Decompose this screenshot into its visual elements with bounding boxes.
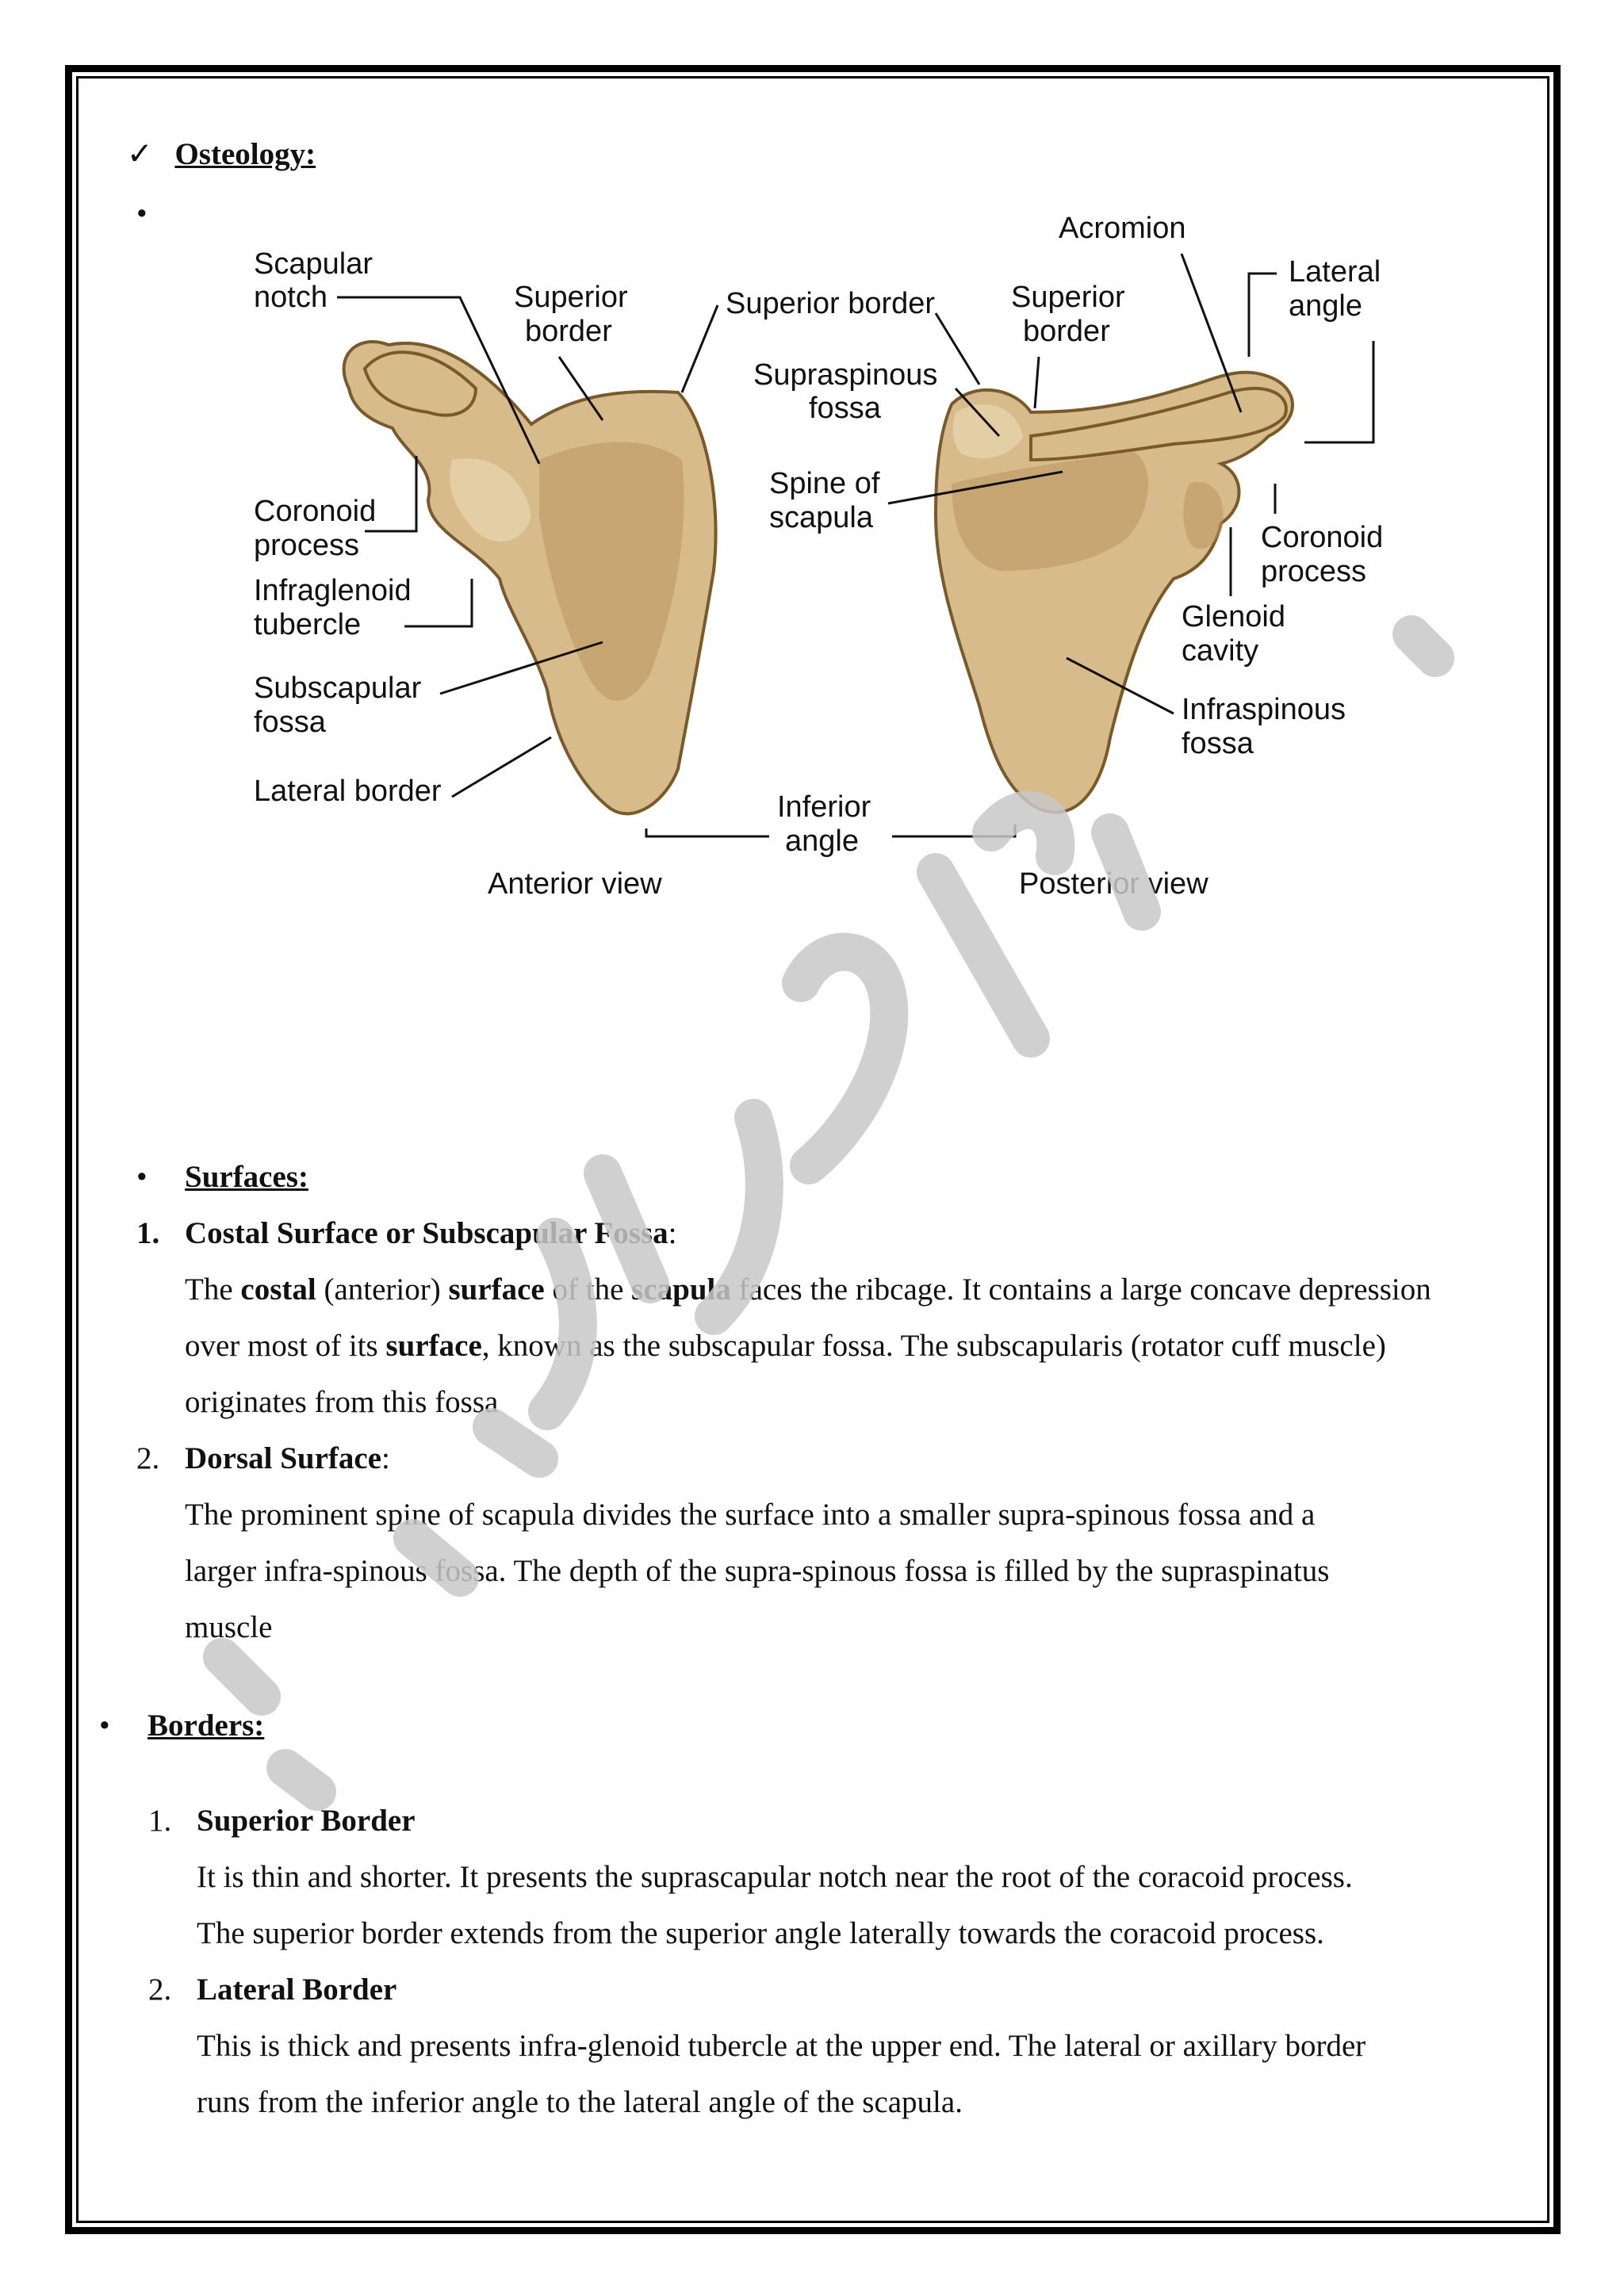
label-lateral-angle-2: angle [1289,289,1362,323]
surface-1-line-2: over most of its surface, known as the subscapular fossa. The subscapularis (rotator cuff muscle) [185,1329,1386,1363]
surface-2-line-3: muscle [185,1610,273,1644]
border-2-title: Lateral Border [197,1973,397,2007]
leader-lateral-angle-top [1249,274,1277,357]
label-infraspinous-1: Infraspinous [1182,693,1346,726]
surface-2-number: 2. [136,1441,160,1475]
label-superior-border-center: Superior border [726,287,936,320]
label-spine-1: Spine of [769,467,880,500]
label-infraglenoid-2: tubercle [254,608,362,641]
surface-1-title: Costal Surface or Subscapular Fossa: [185,1216,677,1250]
surface-1-number: 1. [136,1216,160,1250]
leader-inferior-right [892,825,1015,836]
label-glenoid-1: Glenoid [1182,600,1285,633]
surface-2-line-2: larger infra-spinous fossa. The depth of the supra-spinous fossa is filled by the supraspinatus [185,1554,1330,1588]
surfaces-bullet: • [136,1160,147,1194]
border-2-number: 2. [148,1973,172,2007]
osteology-heading [127,135,316,174]
label-scapular-notch-2: notch [254,281,327,314]
leader-superior-border-center-left [682,305,718,392]
label-supraspinous-1: Supraspinous [753,358,938,392]
check-icon: ✓ [127,137,153,171]
leader-infraglenoid [404,579,472,626]
osteology-title: Osteology: [174,137,316,171]
label-glenoid-2: cavity [1182,634,1259,668]
surface-2-line-1: The prominent spine of scapula divides the surface into a smaller supra-spinous fossa and a [185,1498,1316,1532]
surface-1-line-3: originates from this fossa [185,1385,499,1419]
surfaces-heading: Surfaces: [185,1160,308,1194]
label-scapular-notch-1: Scapular [254,247,373,281]
surface-2-title: Dorsal Surface: [185,1441,390,1475]
leader-superior-border-center-right [936,313,979,385]
border-1-line-1: It is thin and shorter. It presents the suprascapular notch near the root of the coracoid process. [197,1860,1353,1894]
label-inferior-1: Inferior [777,790,871,824]
surface-1-line-1: The costal (anterior) surface of the scapula faces the ribcage. It contains a large concave depression [185,1272,1431,1307]
label-coronoid-left-1: Coronoid [254,495,377,528]
label-posterior-view: Posterior view [1019,867,1208,901]
borders-bullet: • [99,1709,110,1743]
leader-lateral-angle-bottom [1304,341,1373,442]
label-infraglenoid-1: Infraglenoid [254,574,412,607]
label-subscapular-1: Subscapular [254,672,422,705]
label-inferior-2: angle [785,825,859,858]
borders-heading: Borders: [147,1709,265,1743]
label-superior-border-right-1: Superior [1011,281,1125,314]
border-1-number: 1. [148,1804,172,1838]
label-acromion: Acromion [1059,212,1186,245]
label-anterior-view: Anterior view [488,867,662,901]
label-spine-2: scapula [769,501,873,534]
border-1-title: Superior Border [197,1804,416,1838]
label-infraspinous-2: fossa [1182,727,1254,760]
label-lateral-angle-1: Lateral [1289,255,1381,289]
label-supraspinous-2: fossa [809,392,881,425]
label-subscapular-2: fossa [254,706,326,739]
border-2-line-2: runs from the inferior angle to the lateral angle of the scapula. [197,2085,963,2119]
label-coronoid-right-1: Coronoid [1261,521,1384,554]
label-coronoid-right-2: process [1261,555,1367,588]
figure-bullet: • [136,197,147,231]
leader-inferior-left [646,828,769,836]
label-superior-border-left-1: Superior [514,281,628,314]
label-superior-border-left-2: border [525,315,612,348]
label-coronoid-left-2: process [254,529,360,562]
leader-lateral-border [452,737,551,797]
label-lateral-border: Lateral border [254,775,442,808]
label-superior-border-right-2: border [1023,315,1110,348]
border-2-line-1: This is thick and presents infra-glenoid tubercle at the upper end. The lateral or axillary border [197,2029,1366,2063]
leader-superior-border-right [1035,357,1039,408]
border-1-line-2: The superior border extends from the superior angle laterally towards the coracoid process. [197,1916,1324,1950]
scapula-figure [238,198,1427,920]
